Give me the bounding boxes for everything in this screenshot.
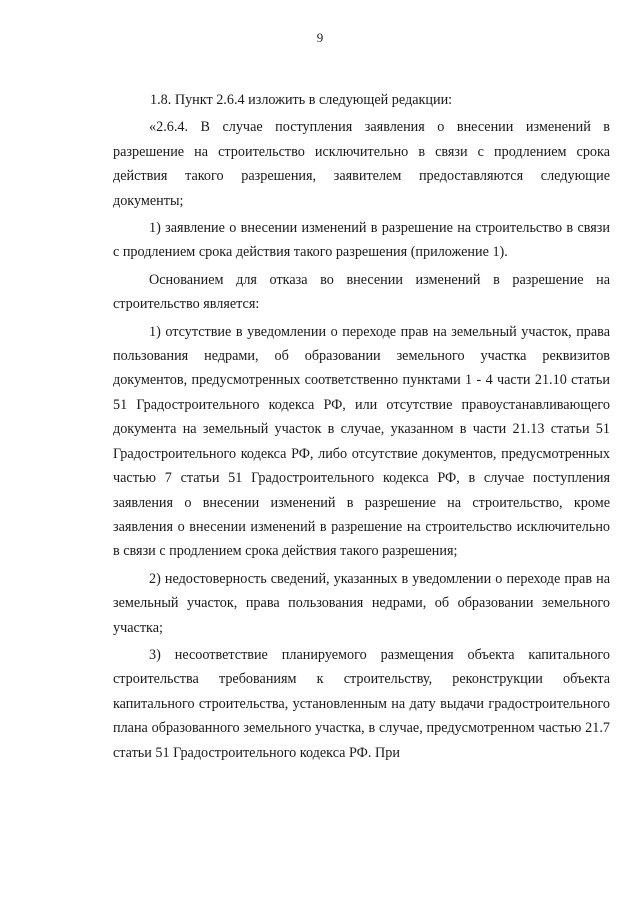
paragraph-item-application: 1) заявление о внесении изменений в разрешение на строительство в связи с продлением срока действия такого разрешения (приложение 1). [113, 220, 610, 261]
page-number: 9 [316, 30, 324, 45]
section-heading: 1.8. Пункт 2.6.4 изложить в следующей редакции: [150, 92, 453, 108]
paragraph-2-6-4: «2.6.4. В случае поступления заявления о внесении изменений в разрешение на строительство исключительно в связи с продлением срока действия такого разрешения, заявителем предоставляются следующие документы; [113, 119, 610, 209]
paragraph-ground-1: 1) отсутствие в уведомлении о переходе прав на земельный участок, права пользования недрами, об образовании земельного участка реквизитов документов, предусмотренных соответственно пунктами 1 - 4 части 21.10 статьи 51 Градостроительного кодекса РФ, или отсутствие правоустанавливающего документа на земельный участок в случае, указанном в части 21.13 статьи 51 Градостроительного кодекса РФ, либо отсутствие документов, предусмотренных частью 7 статьи 51 Градостроительного кодекса РФ, в случае поступления заявления о внесении изменений в разрешение на строительство, кроме заявления о внесении изменений в разрешение на строительство исключительно в связи с продлением срока действия такого разрешения; [113, 323, 610, 560]
paragraph-ground-2: 2) недостоверность сведений, указанных в уведомлении о переходе прав на земельный участок, права пользования недрами, об образовании земельного участка; [113, 570, 610, 636]
paragraph-ground-3: 3) несоответствие планируемого размещения объекта капитального строительства требованиям к строительству, реконструкции объекта капитального строительства, установленным на дату выдачи градостроительного плана образованного земельного участка, в случае, предусмотренном частью 21.7 статьи 51 Градостроительного кодекса РФ. При [113, 646, 610, 761]
paragraph-refusal-grounds: Основанием для отказа во внесении изменений в разрешение на строительство является: [113, 271, 610, 313]
document-body [113, 88, 610, 765]
